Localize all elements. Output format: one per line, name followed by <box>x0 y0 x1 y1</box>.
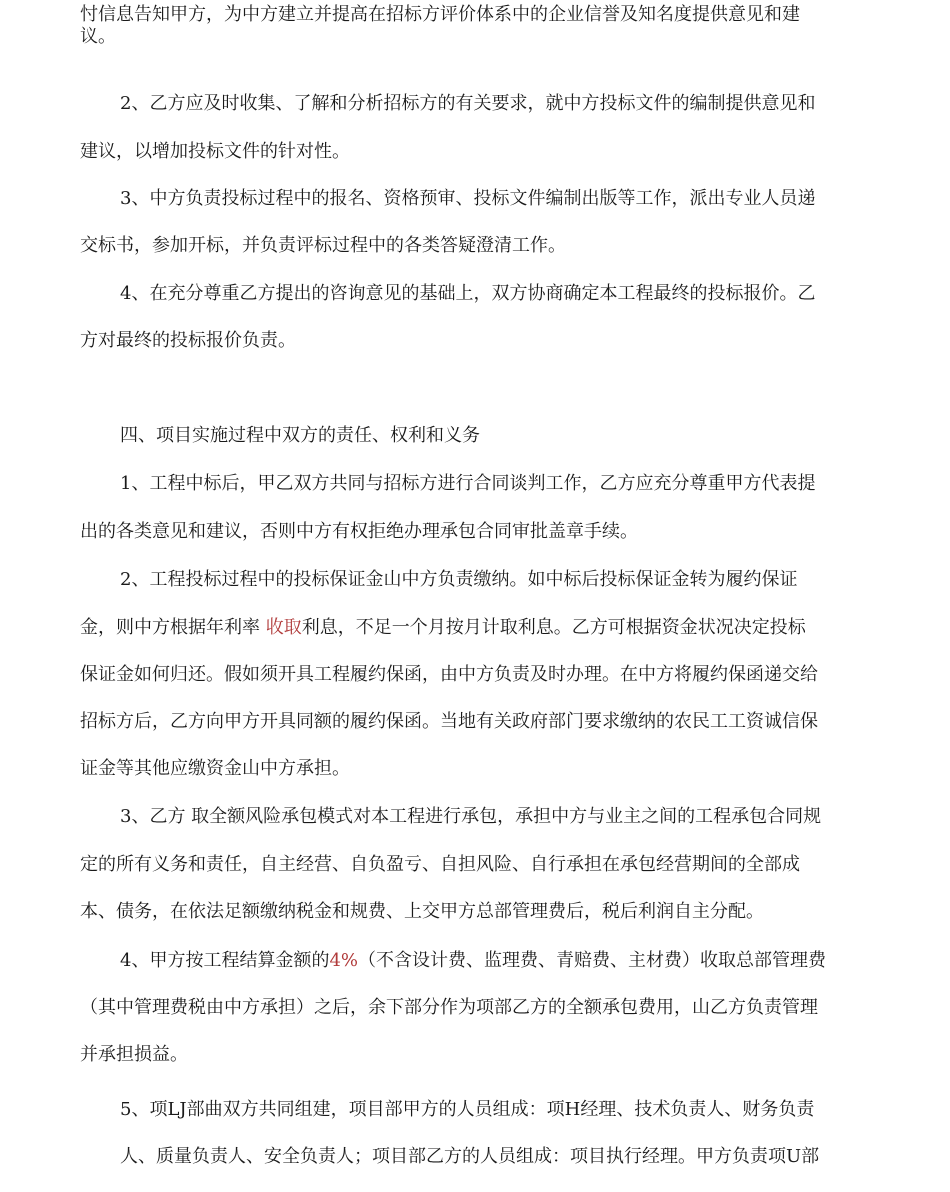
paragraph-line: 证金等其他应缴资金山中方承担。 <box>80 758 350 779</box>
paragraph-line: 5、项LJ部曲双方共同组建，项目部甲方的人员组成：项H经理、技术负责人、财务负责 <box>120 1099 815 1120</box>
paragraph-line: 3、乙方 取全额风险承包模式对本工程进行承包，承担中方与业主之间的工程承包合同规 <box>120 806 822 827</box>
paragraph-line: 忖信息告知甲方，为中方建立并提高在招标方评价体系中的企业信誉及知名度提供意见和建 <box>80 4 800 25</box>
paragraph-line: 2、工程投标过程中的投标保证金山中方负责缴纳。如中标后投标保证金转为履约保证 <box>120 569 798 590</box>
paragraph-line: 3、中方负责投标过程中的报名、资格预审、投标文件编制出版等工作，派出专业人员递 <box>120 188 816 209</box>
line-segment: 金，则中方根据年利率 <box>80 617 260 638</box>
paragraph-line: 定的所有义务和责任，自主经营、自负盈亏、自担风险、自行承担在承包经营期间的全部成 <box>80 854 800 875</box>
highlighted-percent: 4% <box>329 950 359 971</box>
paragraph-line: 并承担损益。 <box>80 1044 188 1065</box>
paragraph-line: 本、债务，在依法足额缴纳税金和规费、上交甲方总部管理费后，税后利润自主分配。 <box>80 901 764 922</box>
paragraph-line: 1、工程中标后，甲乙双方共同与招标方进行合同谈判工作，乙方应充分尊重甲方代表提 <box>120 473 816 494</box>
highlighted-term: 收取 <box>265 617 302 638</box>
paragraph-line <box>80 617 886 639</box>
paragraph-line: 2、乙方应及时收集、了解和分析招标方的有关要求，就中方投标文件的编制提供意见和 <box>120 93 816 114</box>
paragraph-line: 建议，以增加投标文件的针对性。 <box>80 141 350 162</box>
paragraph-line <box>120 950 886 972</box>
paragraph-line: 方对最终的投标报价负责。 <box>80 330 296 351</box>
paragraph-line: （其中管理费税由中方承担）之后，余下部分作为项部乙方的全额承包费用，山乙方负责管理 <box>80 997 818 1018</box>
line-segment: 利息，不足一个月按月计取利息。乙方可根据资金状况决定投标 <box>301 617 806 638</box>
paragraph-line: 人、质量负责人、安全负责人；项目部乙方的人员组成：项目执行经理。甲方负责项U部 <box>120 1146 820 1167</box>
paragraph-line: 交标书，参加开标，并负责评标过程中的各类答疑澄清工作。 <box>80 235 566 256</box>
line-segment: 4、甲方按工程结算金额的 <box>120 950 330 971</box>
paragraph-line: 出的各类意见和建议，否则中方有权拒绝办理承包合同审批盖章手续。 <box>80 521 638 542</box>
line-segment: （不含设计费、监理费、青赔费、主材费）收取总部管理费 <box>358 950 827 971</box>
paragraph-line: 4、在充分尊重乙方提出的咨询意见的基础上，双方协商确定本工程最终的投标报价。乙 <box>120 283 816 304</box>
section-heading: 四、项目实施过程中双方的责任、权利和义务 <box>120 425 480 446</box>
paragraph-line: 保证金如何归还。假如须开具工程履约保函，由中方负责及时办理。在中方将履约保函递交给 <box>80 664 818 685</box>
paragraph-line: 招标方后，乙方向甲方开具同额的履约保函。当地有关政府部门要求缴纳的农民工工资诚信保 <box>80 711 818 732</box>
paragraph-line: 议。 <box>80 26 116 47</box>
